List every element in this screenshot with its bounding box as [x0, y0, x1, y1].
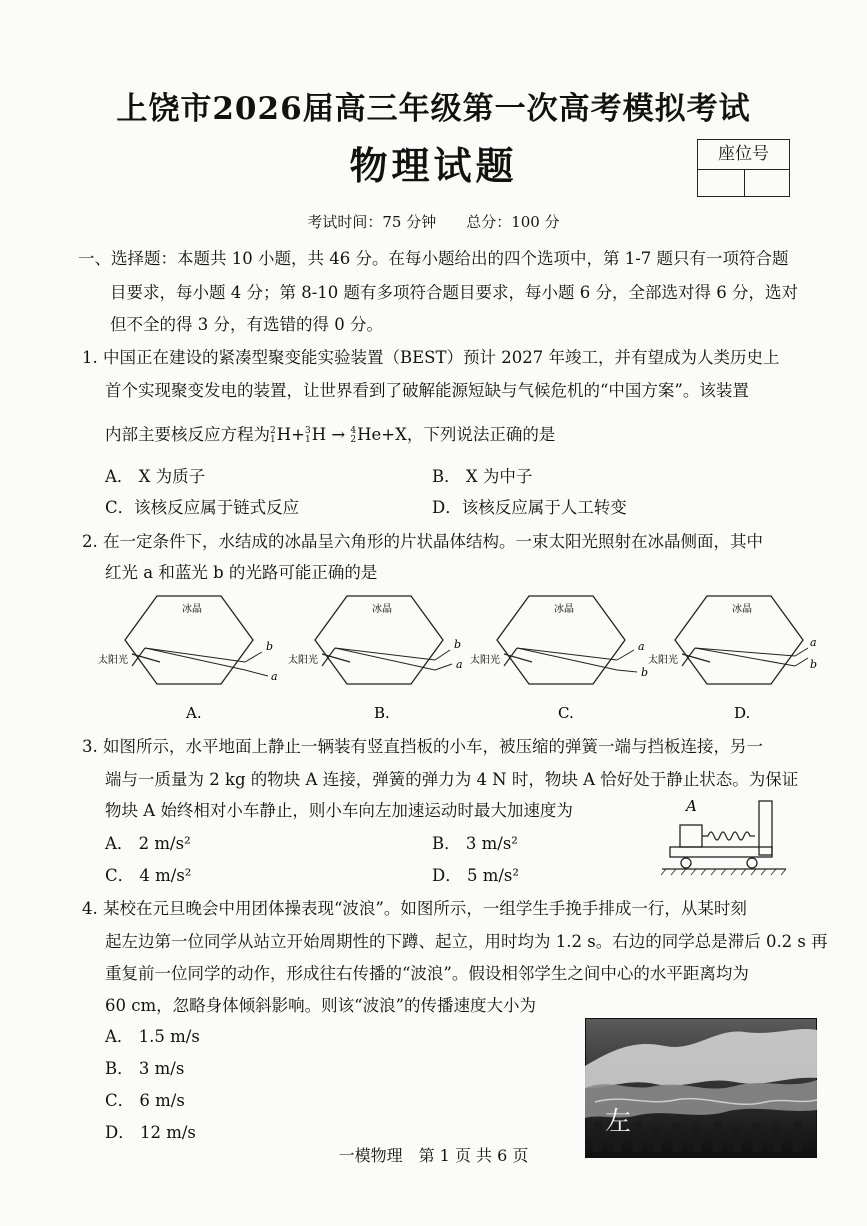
ray-label: a — [271, 670, 278, 683]
q1-option-c: C．该核反应属于链式反应 — [105, 498, 300, 517]
question-4-text: 重复前一位同学的动作，形成往右传播的“波浪”。假设相邻学生之间中心的水平距离均为 — [105, 964, 749, 983]
ice-label: 冰晶 — [182, 604, 202, 615]
question-3-text: 端与一质量为 2 kg 的物块 A 连接，弹簧的弹力为 4 N 时，物块 A 恰好处于静止状态。为保证 — [105, 770, 799, 789]
question-3-text: 3. 如图所示，水平地面上静止一辆装有竖直挡板的小车，被压缩的弹簧一端与挡板连接，另一 — [82, 737, 763, 756]
subject-title: 物理试题 — [349, 143, 518, 188]
question-2-text: 2. 在一定条件下，水结成的冰晶呈六角形的片状晶体结构。一束太阳光照射在冰晶侧面，其中 — [82, 532, 763, 551]
sunlight-label: 太阳光 — [648, 655, 678, 666]
q4-option-b: B． 3 m/s — [105, 1059, 185, 1078]
sunlight-label: 太阳光 — [470, 655, 500, 666]
ray-label: a — [638, 640, 645, 653]
question-1-text: 1. 中国正在建设的紧凑型聚变能实验装置（BEST）预计 2027 年竣工，并有望成为人类历史上 — [82, 348, 780, 367]
ray-label: b — [266, 640, 274, 653]
ice-crystal-figures — [90, 590, 830, 725]
section-instructions-line: 目要求，每小题 4 分；第 8-10 题有多项符合题目要求，每小题 6 分，全部选对得 6 分，选对 — [110, 283, 799, 302]
page-footer: 一模物理 第 1 页 共 6 页 — [338, 1146, 529, 1165]
question-4-text: 起左边第一位同学从站立开始周期性的下蹲、起立，用时均为 1.2 s。右边的同学总是滞后 0.2 s 再 — [105, 932, 828, 951]
ray-label: a — [810, 636, 817, 649]
ice-label: 冰晶 — [732, 604, 752, 615]
nuclear-equation: 2 1 H+ 3 1 H → 4 2 He+X — [270, 425, 407, 445]
q3-option-b: B． 3 m/s² — [432, 834, 518, 853]
question-2-text: 红光 a 和蓝光 b 的光路可能正确的是 — [105, 563, 378, 582]
q1-option-d: D．该核反应属于人工转变 — [432, 498, 627, 517]
sunlight-label: 太阳光 — [98, 655, 128, 666]
ice-label: 冰晶 — [372, 604, 392, 615]
section-instructions-line: 一、选择题：本题共 10 小题，共 46 分。在每小题给出的四个选项中，第 1-7 题只有一项符合题 — [78, 249, 789, 268]
q1-option-b: B． X 为中子 — [432, 467, 533, 486]
question-4-text: 60 cm，忽略身体倾斜影响。则该“波浪”的传播速度大小为 — [105, 996, 536, 1015]
panel-label: D. — [734, 704, 751, 722]
q3-option-a: A． 2 m/s² — [105, 834, 191, 853]
panel-b — [288, 596, 463, 722]
panel-c — [470, 596, 648, 722]
seat-number-box — [697, 139, 790, 197]
panel-d — [648, 596, 817, 722]
ray-label: a — [456, 658, 463, 671]
section-instructions-line: 但不全的得 3 分，有选错的得 0 分。 — [110, 315, 383, 334]
question-1-equation-line: 内部主要核反应方程为 2 1 H+ 3 1 H → 4 2 He+X，下列说法正确的是 — [105, 425, 556, 445]
ray-label: b — [641, 666, 649, 679]
photo-left-label: 左 — [605, 1107, 632, 1137]
q3-option-d: D． 5 m/s² — [432, 866, 520, 885]
panel-a — [98, 596, 278, 722]
seat-number-label: 座位号 — [698, 140, 789, 170]
exam-title: 上饶市2026届高三年级第一次高考模拟考试 — [116, 91, 751, 127]
q4-option-c: C． 6 m/s — [105, 1091, 185, 1110]
question-4-text: 4. 某校在元旦晚会中用团体操表现“波浪”。如图所示，一组学生手挽手排成一行，从某时刻 — [82, 899, 747, 918]
panel-label: B. — [374, 704, 390, 722]
question-3-text: 物块 A 始终相对小车静止，则小车向左加速运动时最大加速度为 — [105, 801, 573, 820]
ray-label: b — [810, 658, 818, 671]
q1-option-a: A． X 为质子 — [105, 467, 206, 486]
block-label: A — [686, 797, 697, 815]
q4-option-a: A． 1.5 m/s — [105, 1027, 200, 1046]
q3-option-c: C． 4 m/s² — [105, 866, 192, 885]
question-1-text: 首个实现聚变发电的装置，让世界看到了破解能源短缺与气候危机的“中国方案”。该装置 — [105, 381, 749, 400]
panel-label: A. — [186, 704, 202, 722]
sunlight-label: 太阳光 — [288, 655, 318, 666]
ray-label: b — [454, 638, 462, 651]
exam-info: 考试时间：75 分钟 总分：100 分 — [307, 213, 560, 231]
ice-label: 冰晶 — [554, 604, 574, 615]
q4-option-d: D． 12 m/s — [105, 1123, 196, 1142]
cart-spring-figure — [660, 795, 790, 880]
panel-label: C. — [558, 704, 574, 722]
wave-performance-photo — [585, 1018, 817, 1158]
